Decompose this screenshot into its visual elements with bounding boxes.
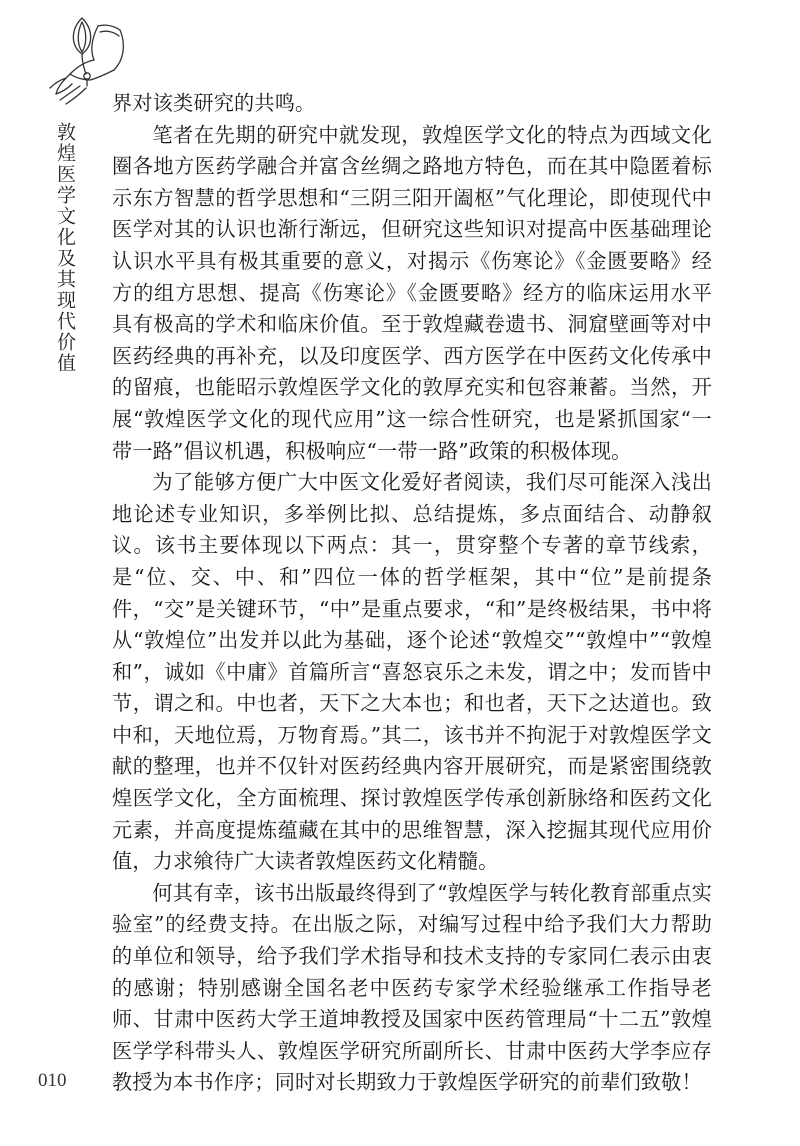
paragraph-book-features: 为了能够方便广大中医文化爱好者阅读，我们尽可能深入浅出地论述专业知识，多举例比拟、总结提炼，多点面结合、动静叙议。该书主要体现以下两点：其一，贯穿整个专著的章节线索，是“位、交、中、和”四位一体的哲学框架，其中“位”是前提条件，“交”是关键环节，“中”是重点要求，“和”是终极结果，书中将从“敦煌位”出发并以此为基础，逐个论述“敦煌交”“敦煌中”“敦煌和”，诚如《中庸》首篇所言“喜怒哀乐之未发，谓之中；发而皆中节，谓之和。中也者，天下之大本也；和也者，天下之达道也。致中和，天地位焉，万物育焉。”其二，该书并不拘泥于对敦煌医学文献的整理，也并不仅针对医药经典内容开展研究，而是紧密围绕敦煌医学文化，全方面梳理、探讨敦煌医学传承创新脉络和医药文化元素，并高度提炼蕴藏在其中的思维智慧，深入挖掘其现代应用价值，力求飨待广大读者敦煌医药文化精髓。 <box>112 470 712 874</box>
paragraph-findings: 笔者在先期的研究中就发现，敦煌医学文化的特点为西域文化圈各地方医药学融合并富含丝绸之路地方特色，而在其中隐匿着标示东方智慧的哲学思想和“三阴三阳开阖枢”气化理论，即使现代中医学对其的认识也渐行渐远，但研究这些知识对提高中医基础理论认识水平具有极其重要的意义，对揭示《伤寒论》《金匮要略》经方的组方思想、提高《伤寒论》《金匮要略》经方的临床运用水平具有极高的学术和临床价值。至于敦煌藏卷遗书、洞窟壁画等对中医药经典的再补充，以及印度医学、西方医学在中医药文化传承中的留痕，也能昭示敦煌医学文化的敦厚充实和包容兼蓄。当然，开展“敦煌医学文化的现代应用”这一综合性研究，也是紧抓国家“一带一路”倡议机遇，积极响应“一带一路”政策的积极体现。 <box>112 122 712 463</box>
paragraph-acknowledgements: 何其有幸，该书出版最终得到了“敦煌医学与转化教育部重点实验室”的经费支持。在出版之际，对编写过程中给予我们大力帮助的单位和领导，给予我们学术指导和技术支持的专家同仁表示由衷的感谢；特别感谢全国名老中医药专家学术经验继承工作指导老师、甘肃中医药大学王道坤教授及国家中医药管理局“十二五”敦煌医学学科带头人、敦煌医学研究所副所长、甘肃中医药大学李应存教授为本书作序；同时对长期致力于敦煌医学研究的前辈们致敬！ <box>112 880 712 1095</box>
running-header-book-title: 敦煌医学文化及其现代价值 <box>54 122 76 374</box>
page-number: 010 <box>38 1070 67 1091</box>
body-text <box>112 88 712 1099</box>
paragraph-continuation: 界对该类研究的共鸣。 <box>112 91 316 115</box>
